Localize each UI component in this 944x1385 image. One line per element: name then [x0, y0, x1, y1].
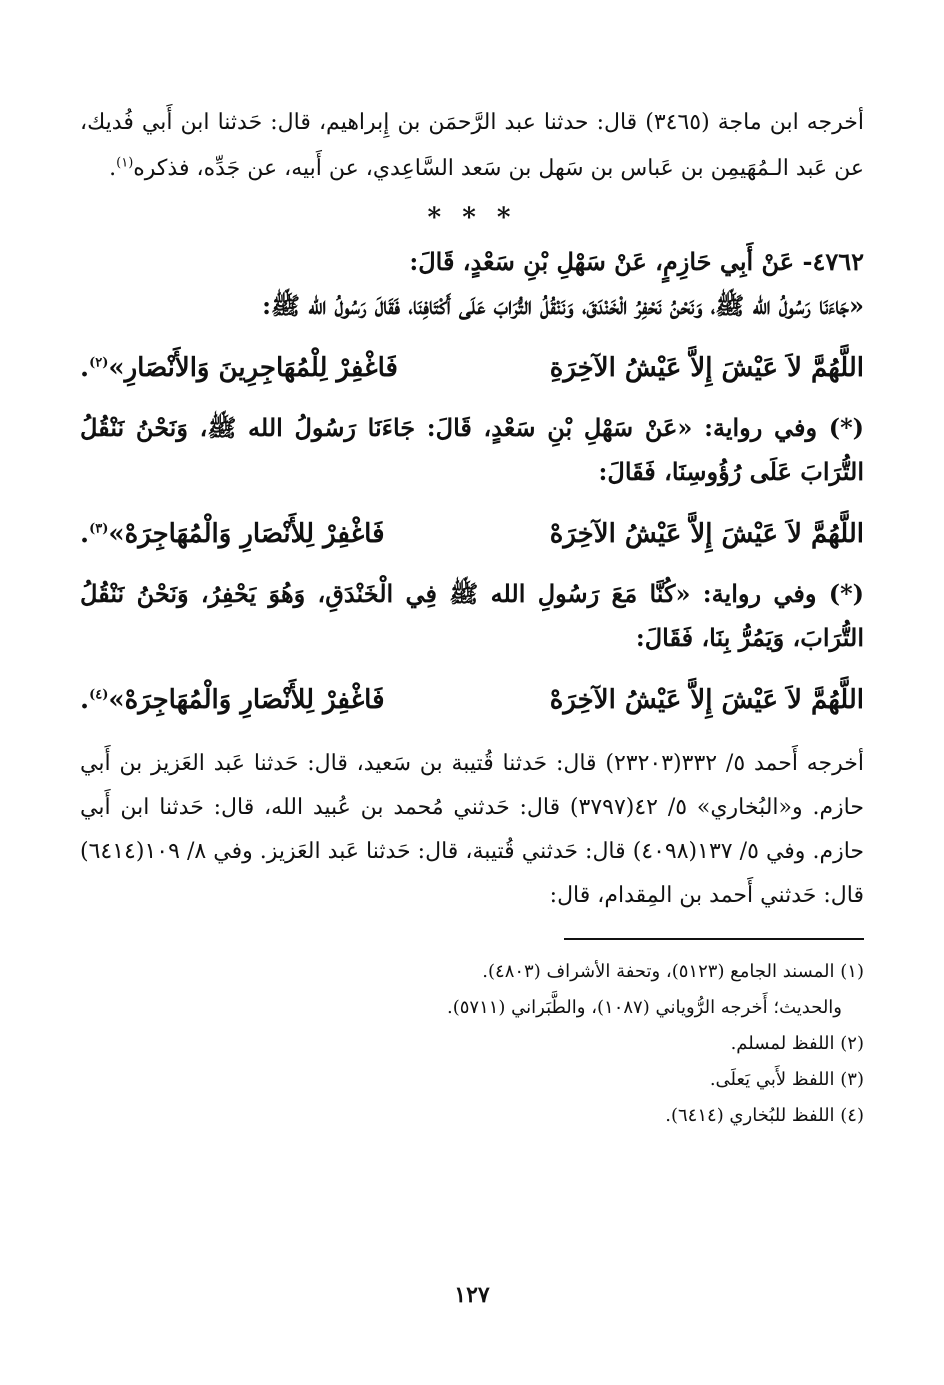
verse-1 [80, 338, 864, 398]
footnote-divider [564, 938, 864, 940]
verse-1-right-hemistich: اللَّهُمَّ لاَ عَيْشَ إِلاَّ عَيْشُ الآخِرَةِ [549, 353, 864, 383]
variant-1-line-1: (*) وفي رواية: «عَنْ سَهْلِ بْنِ سَعْدٍ، قَالَ: جَاءَنَا رَسُولُ الله ﷺ، وَنَحْنُ [135, 413, 864, 442]
footnote-2: (٢) اللفظ لمسلم. [730, 1033, 864, 1054]
verse-3 [80, 670, 864, 730]
intro-line-1: أخرجه ابن ماجة (٣٤٦٥) قال: حدثنا عبد الرَّحمَن بن إِبراهيم، قال: حَدثنا [217, 110, 864, 135]
verse-1-end: . [80, 353, 90, 383]
intro-end: . [109, 156, 117, 181]
section-separator: * * * [427, 203, 517, 233]
verse-3-end: . [80, 685, 90, 715]
verse-3-left-text: فَاغْفِرْ لِلأَنْصَارِ وَالْمُهَاجِرَهْ» [108, 685, 385, 715]
verse-2-end: . [80, 519, 90, 549]
page-number: ١٢٧ [454, 1282, 490, 1308]
intro-line-3: عن جَدِّه، فذكره [133, 156, 278, 181]
verse-1-left-hemistich [80, 338, 398, 398]
source-line-4: قال: حَدثنا عَبد العَزيز. وفي ٨/ ١٠٩(٦٤١٤) قال: حَدثني أَحمد بن المِقدام، قال: [80, 839, 864, 908]
hadith-number-line: ٤٧٦٢- عَنْ أَبِي حَازِمٍ، عَنْ سَهْلِ بْنِ سَعْدٍ، قَالَ: [409, 247, 864, 276]
source-paragraph [80, 742, 864, 918]
variant-1-line-2: نَنْقُلُ التُّرَابَ عَلَى رُؤُوسِنَا، فَقَالَ: [80, 413, 864, 486]
intro-paragraph [80, 100, 864, 192]
source-line-2: عَبد العَزيز بن أَبي حازم. و«البُخاري» ٥/ ٤٢(٣٧٩٧) قال: حَدثني مُحمد بن [80, 751, 864, 820]
verse-2 [80, 504, 864, 564]
variant-1 [80, 406, 864, 494]
variant-2-line-1: (*) وفي رواية: «كُنَّا مَعَ رَسُولِ الله ﷺ فِي الْخَنْدَقِ، وَهُوَ يَحْفِرُ، وَنَحْنُ [136, 579, 864, 608]
verse-1-left-text: فَاغْفِرْ لِلْمُهَاجِرِينَ وَالأَنْصَارِ» [108, 353, 398, 383]
footnote-3: (٣) اللفظ لأَبي يَعلَى. [709, 1069, 864, 1090]
footnotes [80, 954, 864, 1134]
variant-2-line-2: نَنْقُلُ التُّرَابَ، وَيَمُرُّ بِنَا، فَقَالَ: [80, 579, 864, 652]
hadith-text-line-1: «جَاءَنَا رَسُولُ الله ﷺ، وَنَحْنُ نَحْفِرُ الْخَنْدَقَ، وَنَنْقُلُ التُّرَابَ عَلَى أَكْتَافِنَا، [408, 291, 864, 320]
source-line-3: عُبيد الله، قال: حَدثنا ابن أَبي حازم. وفي ٥/ ١٣٧(٤٠٩٨) قال: حَدثني قُتيبة، [80, 795, 865, 864]
verse-2-left-text: فَاغْفِرْ لِلأَنْصَارِ وَالْمُهَاجِرَهْ» [108, 519, 385, 549]
footnote-ref-2[interactable]: (٢) [89, 355, 109, 371]
footnote-1: (١) المسند الجامع (٥١٢٣)، وتحفة الأشراف (٤٨٠٣). [482, 961, 864, 982]
variant-2 [80, 572, 864, 660]
hadith-text [80, 284, 864, 328]
source-line-1: أخرجه أَحمد ٥/ ٣٣٢(٢٣٢٠٣) قال: حَدثنا قُتيبة بن سَعيد، قال: حَدثنا [253, 751, 864, 776]
verse-2-right-hemistich: اللَّهُمَّ لاَ عَيْشَ إِلاَّ عَيْشُ الآخِرَهْ [549, 519, 864, 549]
verse-3-right-hemistich: اللَّهُمَّ لاَ عَيْشَ إِلاَّ عَيْشُ الآخِرَهْ [549, 685, 864, 715]
hadith-text-line-2: فَقَالَ رَسُولُ الله ﷺ: [262, 291, 400, 320]
intro-line-2: ابن أَبي فُديك، عن عَبد الـمُهَيمِن بن عَباس بن سَهل بن سَعد السَّاعِدي، عن أَبيه، [80, 110, 864, 181]
footnote-1-continued: والحديث؛ أَخرجه الرُّوياني (١٠٨٧)، والطَّبَراني (٥٧١١). [446, 997, 842, 1018]
footnote-4: (٤) اللفظ للبُخاري (٦٤١٤). [665, 1105, 864, 1126]
footnote-ref-4[interactable]: (٤) [89, 687, 109, 703]
footnote-ref-3[interactable]: (٣) [89, 521, 109, 537]
footnote-ref-1[interactable]: (١) [116, 155, 134, 171]
verse-2-left-hemistich [80, 504, 385, 564]
verse-3-left-hemistich [80, 670, 385, 730]
